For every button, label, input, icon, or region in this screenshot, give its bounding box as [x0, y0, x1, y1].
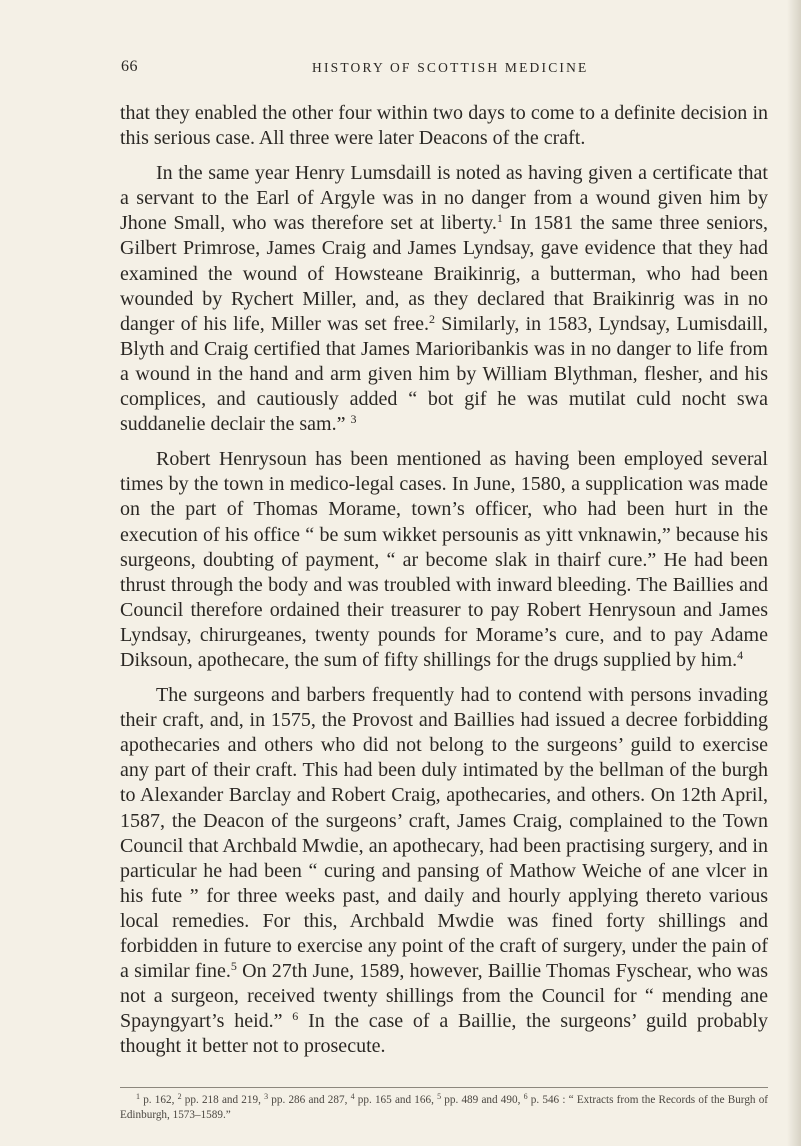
paragraph: that they enabled the other four within two days to come to a definite decision in this serious case. All three were later Deacons of the craft.: [120, 102, 768, 150]
body-text: [120, 101, 768, 1059]
footnote-ref[interactable]: 5: [230, 959, 237, 974]
footnote-line: $^1$ p. 162, $^2$ pp. 218 and 219, $^3$ pp. 286 and 287, $^4$ pp. 165 and 166, $^5$ pp. 489 and 490, $^6$ p. 546 : “ Extracts from the Records of the Burgh of Edinburgh, 1573–1589.”: [120, 1092, 769, 1121]
paragraph: Robert Henrysoun has been mentioned as having been employed several times by the town in medico-legal cases. In June, 1580, a supplication was made on the part of Thomas Morame, town’s officer, who had been hurt in the execution of his office “ be sum wikket persounis as yitt vnknawin,” because his surgeons, doubting of payment, “ ar become slak in thairf cure.” He had been thrust through the body and was troubled with inward bleeding. The Baillies and Council therefore ordained their treasurer to pay Robert Henrysoun and James Lyndsay, chirurgeanes, twenty pounds for Morame’s cure, and to pay Adame Diksoun, apothecare, the sum of fifty shillings for the drugs supplied by him.$^4$: [120, 448, 768, 671]
footnote-divider: [120, 1087, 768, 1088]
paragraph: In the same year Henry Lumsdaill is noted as having given a certificate that a servant to the Earl of Argyle was in no danger from a wound given him by Jhone Small, who was therefore set at liberty.$^1$ In 1581 the same three seniors, Gilbert Primrose, James Craig and James Lyndsay, gave evidence that they had examined the wound of Howsteane Braikinrig, a butterman, who had been wounded by Rychert Miller, and, as they declared that Braikinrig was in no danger of his life, Miller was set free.$^2$ Similarly, in 1583, Lyndsay, Lumisdaill, Blyth and Craig certified that James Marioribankis was in no danger to life from a wound in the hand and arm given him by William Blythman, flesher, and his complices, and cautiously added “ bot gif he was mutilat culd nocht swa suddanelie declair the sam.” $^3$: [120, 162, 768, 436]
footnote-ref[interactable]: 1: [496, 211, 503, 226]
running-title: HISTORY OF SCOTTISH MEDICINE: [312, 60, 589, 75]
paragraph: The surgeons and barbers frequently had to contend with persons invading their craft, and, in 1575, the Provost and Baillies had issued a decree forbidding apothecaries and others who did not belong to the surgeons’ guild to exercise any part of their craft. This had been duly intimated by the bellman of the burgh to Alexander Barclay and Robert Craig, apothecaries, and others. On 12th April, 1587, the Deacon of the surgeons’ craft, James Craig, complained to the Town Council that Archbald Mwdie, an apothecary, had been practising surgery, and in particular he had been “ curing and pansing of Mathow Weiche of ane vlcer in his fute ” for three weeks past, and daily and hourly applying thereto various local remedies. For this, Archbald Mwdie was fined forty shillings and forbidden in future to exercise any point of the craft of surgery, under the pain of a similar fine.$^5$ On 27th June, 1589, however, Baillie Thomas Fyschear, who was not a surgeon, received twenty shillings from the Council for “ mending ane Spayngyart’s heid.” $^6$ In the case of a Baillie, the surgeons’ guild probably thought it better not to prosecute.: [120, 684, 768, 1058]
footnote-ref[interactable]: 4: [737, 647, 744, 662]
footnote-ref[interactable]: 6: [292, 1009, 299, 1024]
footnotes: [120, 1093, 768, 1123]
footnote-ref[interactable]: 2: [429, 311, 436, 326]
page-header: [121, 58, 645, 80]
footnote-ref[interactable]: 3: [350, 412, 357, 427]
page-edge-shadow: [787, 0, 801, 1146]
page-number: 66: [121, 58, 138, 75]
